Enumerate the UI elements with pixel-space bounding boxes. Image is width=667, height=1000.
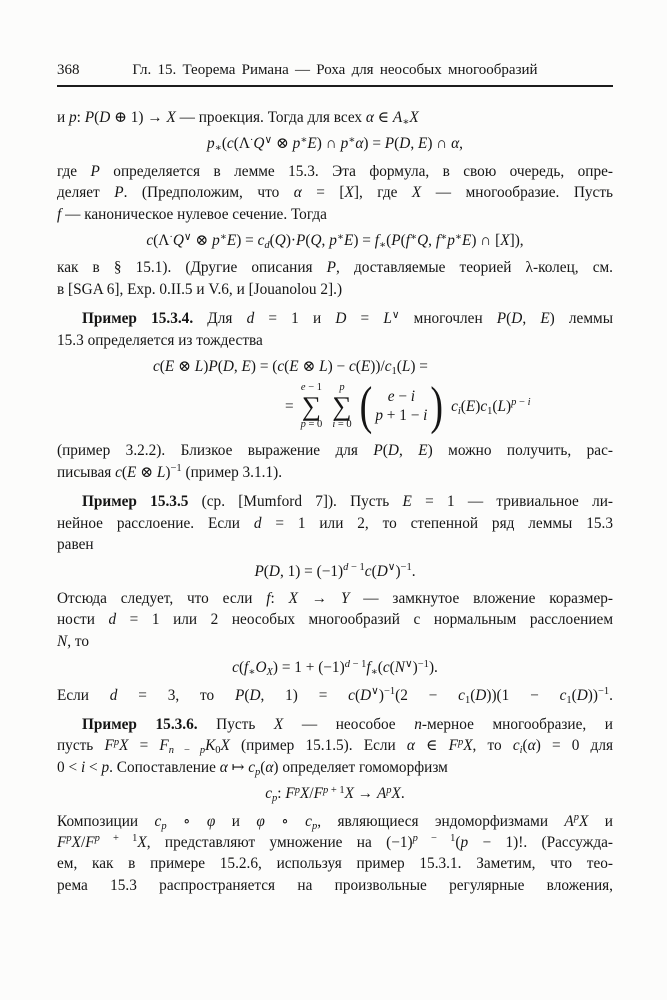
page-body	[57, 107, 613, 896]
text-line: равен	[57, 536, 94, 554]
text-line: пусть $F^pX = F_{n - p}K_0X$ (пример 15.1.5). Если α ∈ $F^pX$, то $c_i(\alpha) = 0$ для	[57, 736, 613, 757]
binomial-top: e − i	[387, 388, 416, 406]
text-line: Композиции $c_p$ ∘ φ и φ ∘ $c_p$, являющиеся эндоморфизмами $A^pX$ и	[57, 812, 613, 832]
summation-upper-limit: e − 1	[300, 382, 323, 394]
equals-sign: =	[285, 397, 294, 415]
binomial-bottom: p + 1 − i	[375, 407, 428, 425]
page-number: 368	[57, 62, 80, 78]
display-formula-homomorphism: $c_p$: $F^pX/F^{p + 1}X \to A^pX$.	[265, 784, 405, 805]
text-line: Если d = 3, то P(D, $1) = c(D^\vee)^{-1}(2 - c_1(D))(1 - c_1(D))^{-1}$.	[57, 686, 613, 706]
left-paren: (	[359, 377, 373, 436]
display-formula-projection: $p_∗(c(\Lambda^\cdot Q^\vee$ ⊗ p∗E) ∩ p∗α) = P(D, E) ∩ α,	[207, 134, 463, 155]
paragraph-example-15-3-4	[57, 308, 613, 351]
summation-inner	[332, 382, 351, 430]
text-line: ности d = 1 или 2 неособых многообразий с нормальным расслоением	[57, 611, 613, 629]
paragraph-example-3-2-2	[57, 440, 613, 483]
text-line: деляет P. (Предположим, что α = [X], где X — многообразие. Пусть	[57, 184, 614, 202]
page-header	[57, 62, 613, 84]
paragraph-hence-follows	[57, 588, 613, 652]
text-line: и p: P(D ⊕ 1) → X — проекция. Тогда для всех α ∈ $A_∗X$	[57, 109, 419, 128]
text-line: (пример 3.2.2). Близкое выражение для P(D, E) можно получить, рас-	[57, 442, 613, 460]
summation-outer	[301, 382, 323, 430]
sigma-icon: ∑	[332, 391, 352, 422]
sigma-icon: ∑	[301, 391, 322, 422]
text-line: Пример 15.3.4. Для d = 1 и D = L∨ многочлен P(D, E) леммы	[82, 309, 613, 328]
paragraph-example-15-3-6	[57, 714, 613, 778]
text-line: $F^pX/F^{p + 1}X$, представляют умножение на $(-1)^{p - 1}(p - 1)$!. (Рассужда-	[57, 833, 613, 851]
formula-sum-second-line	[57, 378, 613, 434]
formula-sum-first-line: c(E ⊗ L)P(D, E) = (c(E ⊗ $L) - c(E))/c_1(L)$ =	[153, 358, 428, 378]
display-formula-power-series: P(D, $1) = (-1)^{d - 1}c(D^\vee)^{-1}$.	[254, 562, 416, 580]
display-formula-pushforward: $c(f_∗O_X) = 1 + (-1)^{d - 1}f_∗(c(N^\vee)^{-1})$.	[232, 658, 438, 679]
text-line: Отсюда следует, что если f: X → Y — замкнутое вложение коразмер-	[57, 589, 613, 607]
paragraph-d-equals-3	[57, 685, 613, 706]
paragraph-compositions	[57, 811, 613, 897]
text-line: где P определяется в лемме 15.3. Эта формула, в свою очередь, опре-	[57, 162, 613, 180]
paragraph-as-in-15-1	[57, 257, 613, 300]
text-line: Пример 15.3.6. Пусть X — неособое n-мерное многообразие, и	[82, 715, 613, 733]
display-formula-chern-classes: c(Λ·Q∨ ⊗ $p^∗E) = c_d(Q)\cdot P(Q$, $p^∗E) = f_∗(P(f^∗Q$, f∗p∗E) ∩ [X]),	[146, 231, 524, 252]
paragraph-example-15-3-5	[57, 491, 613, 555]
text-line: f — каноническое нулевое сечение. Тогда	[57, 205, 327, 223]
text-line: 0 < i < p. Сопоставление α ↦ $c_p(\alpha)$ определяет гомоморфизм	[57, 758, 448, 778]
text-line: рема 15.3 распространяется на произвольные регулярные вложения,	[57, 876, 613, 894]
text-line: ем, как в примере 15.2.6, используя пример 15.3.1. Заметим, что тео-	[57, 855, 613, 873]
text-line: как в § 15.1). (Другие описания P, доставляемые теорией λ-колец, см.	[57, 259, 613, 277]
header-rule	[57, 85, 613, 87]
text-line: нейное расслоение. Если d = 1 или 2, то степенной ряд леммы 15.3	[57, 514, 613, 532]
formula-sum-tail: $c_i(E)c_1(L)^{p - i}$	[451, 397, 531, 417]
right-paren: )	[430, 377, 444, 436]
text-line: 15.3 определяется из тождества	[57, 331, 263, 349]
paragraph-projection	[57, 107, 613, 128]
summation-lower-limit: i = 0	[332, 419, 352, 431]
summation-lower-limit: p = 0	[300, 419, 323, 431]
text-line: N, то	[57, 632, 89, 650]
binomial-coefficient	[359, 377, 444, 436]
display-formula-identity-sum	[57, 356, 613, 434]
summation-upper-limit: p	[339, 382, 345, 394]
text-line: писывая c(E ⊗ L)$^{-1}$ (пример 3.1.1).	[57, 463, 283, 481]
paragraph-where-p-defined	[57, 161, 613, 225]
binomial-stack	[372, 387, 430, 425]
running-title: Гл. 15. Теорема Римана — Роха для неособых многообразий	[132, 62, 538, 78]
text-line: в [SGA 6], Exp. 0.II.5 и V.6, и [Jouanolou 2].)	[57, 280, 343, 298]
text-line: Пример 15.3.5 (ср. [Mumford 7]). Пусть E = 1 — тривиальное ли-	[82, 493, 613, 511]
